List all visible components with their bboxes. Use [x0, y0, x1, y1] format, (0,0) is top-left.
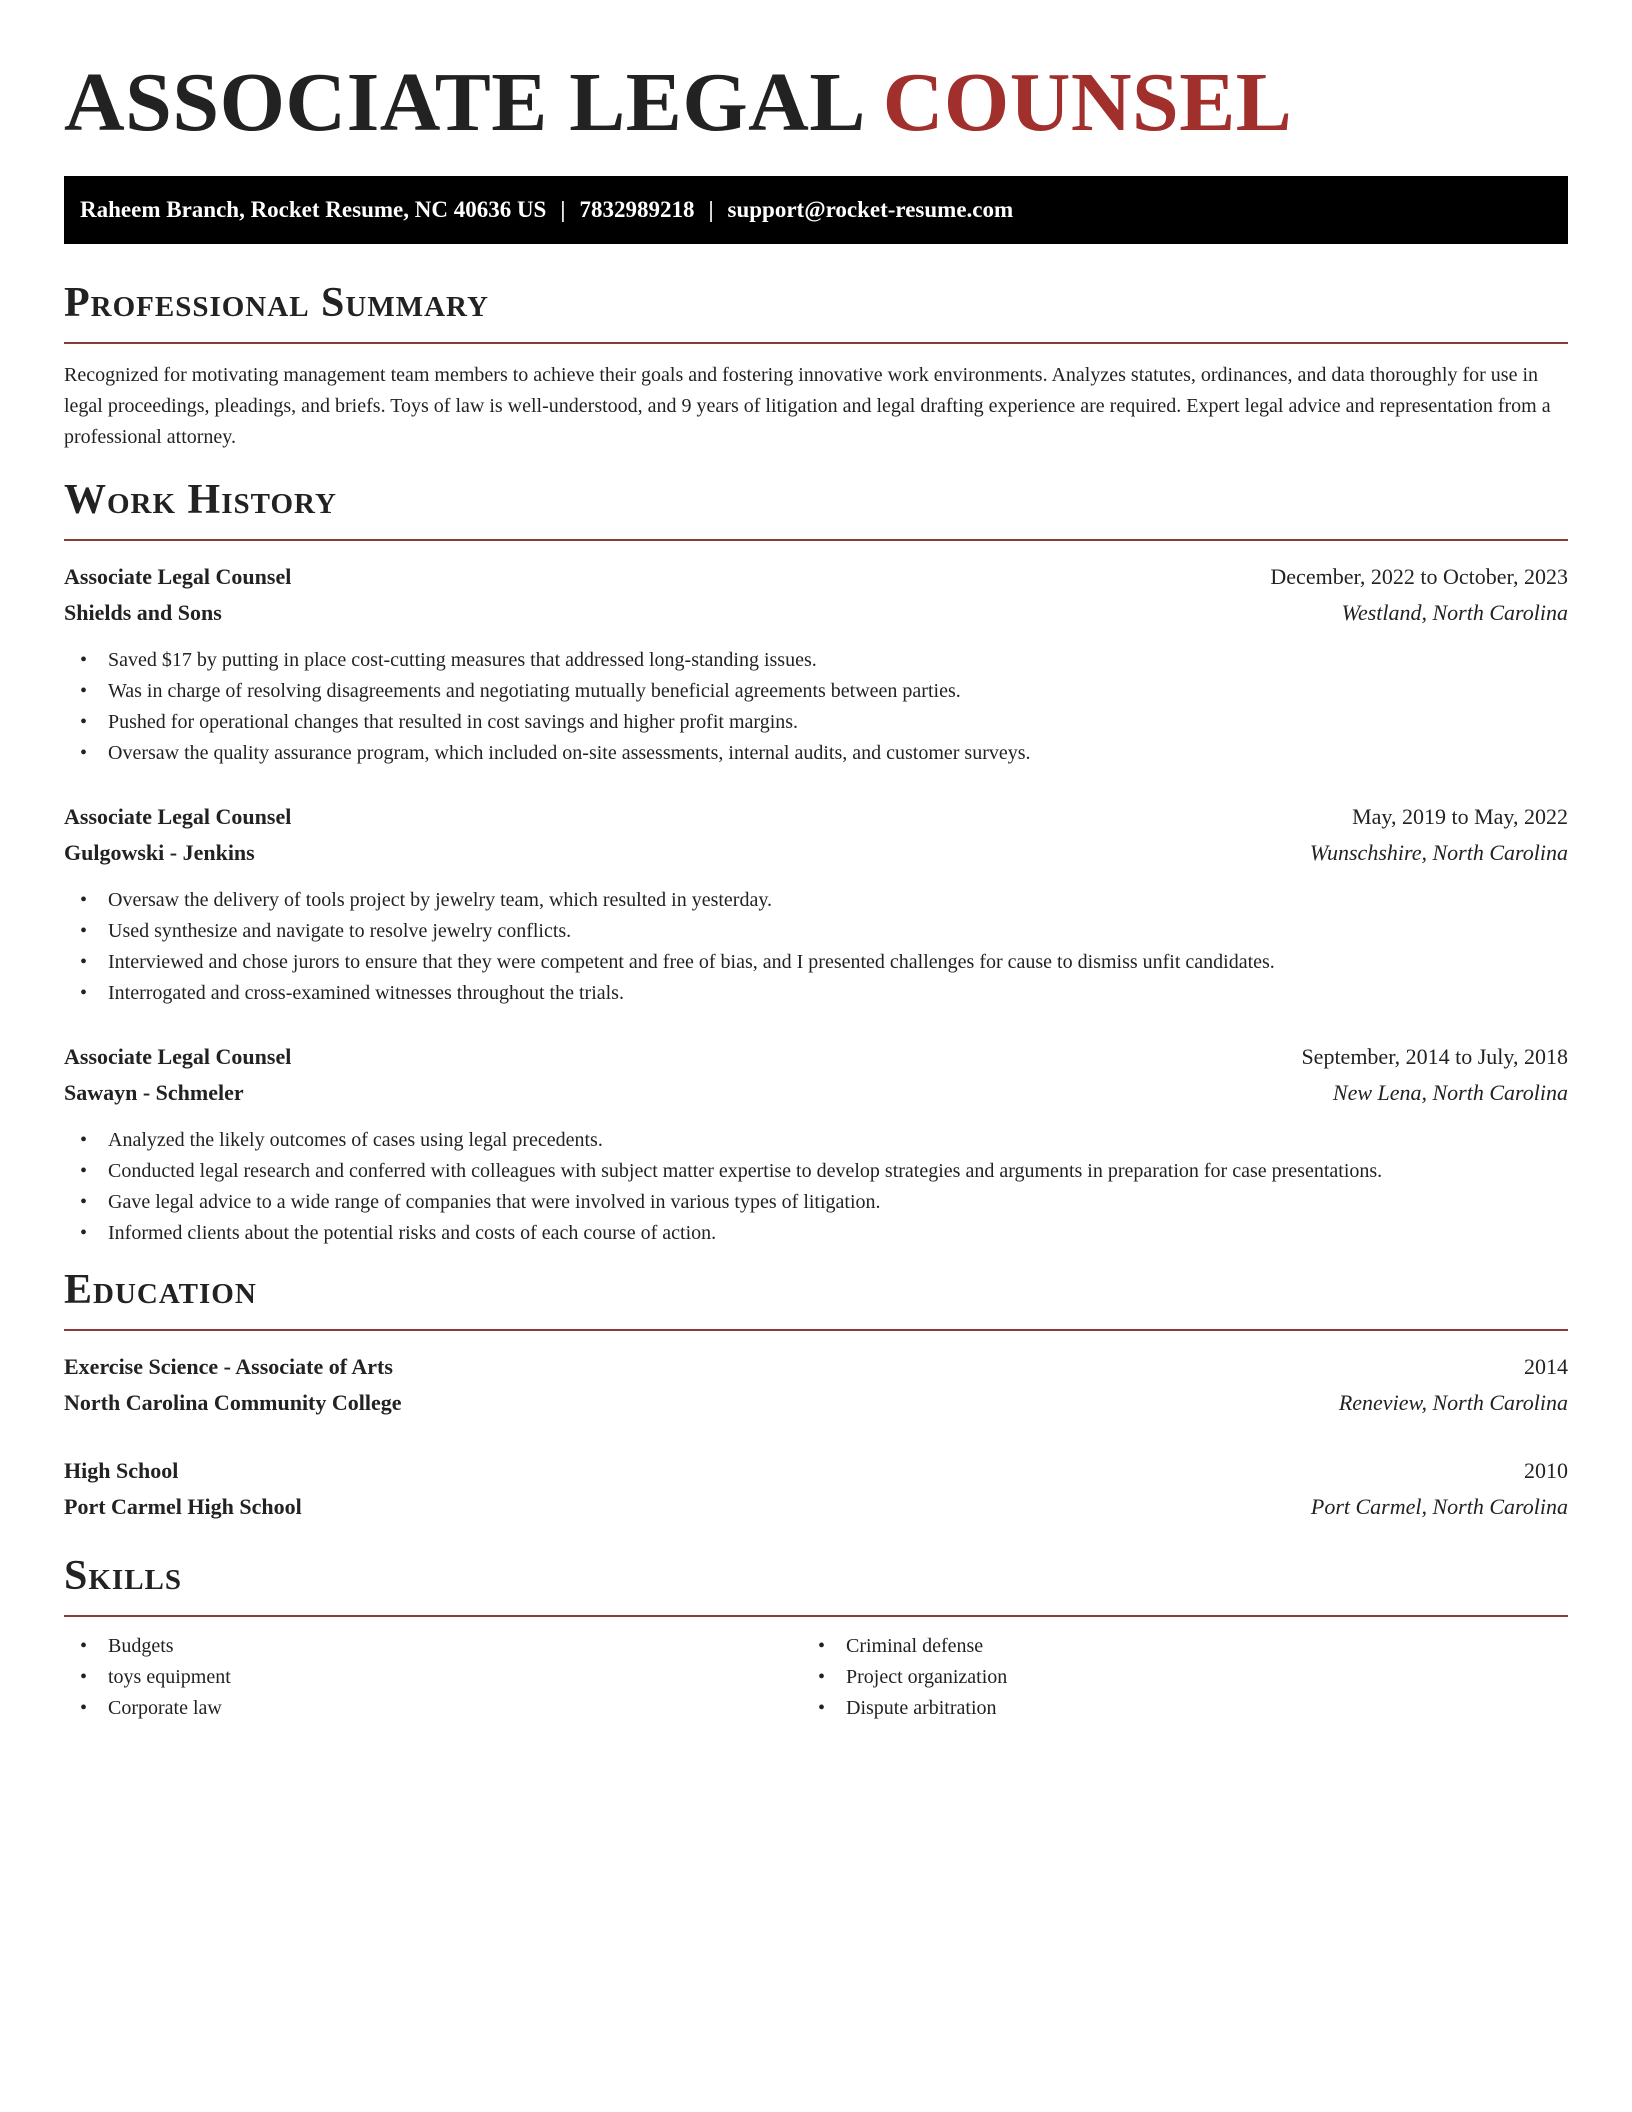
- skill-item: • Budgets: [64, 1631, 802, 1662]
- skill-item: • toys equipment: [64, 1662, 802, 1693]
- education-school: North Carolina Community College: [64, 1390, 402, 1415]
- education-degree: High School: [64, 1458, 179, 1483]
- job-bullet: • Saved $17 by putting in place cost-cutting measures that addressed long-standing issues.: [64, 645, 1568, 676]
- job-bullets: [64, 885, 1568, 1009]
- summary-text: Recognized for motivating management team members to achieve their goals and fostering innovative work environments. Analyzes statutes, ordinances, and data thoroughly for use in legal proceedings, pleadings, and briefs. Toys of law is well-understood, and 9 years of litigation and legal drafting experience are required. Expert legal advice and representation from a professional attorney.: [64, 364, 1551, 448]
- skill-item: • Corporate law: [64, 1693, 802, 1724]
- job-location: New Lena, North Carolina: [1332, 1080, 1568, 1105]
- education-school-row: [64, 1385, 1568, 1421]
- contact-separator: |: [708, 197, 714, 222]
- job-bullet: • Used synthesize and navigate to resolve jewelry conflicts.: [64, 916, 1568, 947]
- education-header-row: [64, 1453, 1568, 1489]
- job-bullet: • Interviewed and chose jurors to ensure that they were competent and free of bias, and I presented challenges for cause to dismiss unfit candidates.: [64, 947, 1568, 978]
- job-company: Sawayn - Schmeler: [64, 1080, 244, 1105]
- resume-title: [64, 0, 1568, 154]
- education-school-row: [64, 1489, 1568, 1525]
- job-bullet: • Analyzed the likely outcomes of cases using legal precedents.: [64, 1125, 1568, 1156]
- contact-phone: 7832989218: [579, 197, 695, 222]
- section-divider: [64, 342, 1568, 344]
- section-title-summary: Professional Summary: [64, 280, 489, 326]
- title-accent: COUNSEL: [882, 56, 1293, 149]
- education-location: Port Carmel, North Carolina: [1310, 1494, 1568, 1519]
- job-header-row: [64, 559, 1568, 595]
- job-entry: [64, 559, 1568, 769]
- section-title-education: Education: [64, 1267, 257, 1313]
- job-location: Westland, North Carolina: [1341, 600, 1568, 625]
- education-entry: [64, 1349, 1568, 1421]
- job-bullet: • Informed clients about the potential risks and costs of each course of action.: [64, 1218, 1568, 1249]
- skills-section: [64, 1551, 1568, 1724]
- education-section: [64, 1265, 1568, 1525]
- education-degree: Exercise Science - Associate of Arts: [64, 1354, 393, 1379]
- job-dates: September, 2014 to July, 2018: [1301, 1044, 1568, 1069]
- summary-section: [64, 278, 1568, 453]
- job-bullet: • Interrogated and cross-examined witnesses throughout the trials.: [64, 978, 1568, 1009]
- job-company: Shields and Sons: [64, 600, 222, 625]
- job-company-row: [64, 1075, 1568, 1111]
- section-title-skills: Skills: [64, 1553, 183, 1599]
- job-company-row: [64, 835, 1568, 871]
- job-dates: May, 2019 to May, 2022: [1352, 804, 1568, 829]
- education-year: 2010: [1524, 1458, 1568, 1483]
- skill-item: • Project organization: [802, 1662, 1540, 1693]
- section-divider: [64, 1615, 1568, 1617]
- job-bullets: [64, 645, 1568, 769]
- job-location: Wunschshire, North Carolina: [1309, 840, 1568, 865]
- contact-address: Raheem Branch, Rocket Resume, NC 40636 US: [80, 197, 547, 222]
- section-divider: [64, 539, 1568, 541]
- job-role: Associate Legal Counsel: [64, 804, 292, 829]
- job-header-row: [64, 799, 1568, 835]
- job-header-row: [64, 1039, 1568, 1075]
- education-header-row: [64, 1349, 1568, 1385]
- contact-separator: |: [560, 197, 566, 222]
- job-company: Gulgowski - Jenkins: [64, 840, 255, 865]
- job-bullet: • Conducted legal research and conferred with colleagues with subject matter expertise to develop strategies and arguments in preparation for case presentations.: [64, 1156, 1568, 1187]
- section-divider: [64, 1329, 1568, 1331]
- job-bullet: • Oversaw the delivery of tools project by jewelry team, which resulted in yesterday.: [64, 885, 1568, 916]
- job-role: Associate Legal Counsel: [64, 564, 292, 589]
- contact-bar: [64, 176, 1568, 244]
- section-title-work-history: Work History: [64, 477, 337, 523]
- job-bullet: • Was in charge of resolving disagreements and negotiating mutually beneficial agreements between parties.: [64, 676, 1568, 707]
- skills-column-left: [64, 1631, 802, 1724]
- job-entry: [64, 799, 1568, 1009]
- job-entry: [64, 1039, 1568, 1249]
- contact-email[interactable]: support@rocket-resume.com: [727, 197, 1014, 222]
- skills-column-right: [802, 1631, 1540, 1724]
- job-bullets: [64, 1125, 1568, 1249]
- title-main: ASSOCIATE LEGAL: [64, 56, 862, 149]
- skill-item: • Criminal defense: [802, 1631, 1540, 1662]
- education-entry: [64, 1453, 1568, 1525]
- education-location: Reneview, North Carolina: [1338, 1390, 1568, 1415]
- skills-grid: [64, 1631, 1568, 1724]
- education-year: 2014: [1524, 1354, 1568, 1379]
- job-company-row: [64, 595, 1568, 631]
- education-school: Port Carmel High School: [64, 1494, 302, 1519]
- work-history-section: [64, 475, 1568, 1249]
- skill-item: • Dispute arbitration: [802, 1693, 1540, 1724]
- job-dates: December, 2022 to October, 2023: [1270, 564, 1568, 589]
- job-role: Associate Legal Counsel: [64, 1044, 292, 1069]
- job-bullet: • Pushed for operational changes that resulted in cost savings and higher profit margins.: [64, 707, 1568, 738]
- job-bullet: • Gave legal advice to a wide range of companies that were involved in various types of litigation.: [64, 1187, 1568, 1218]
- job-bullet: • Oversaw the quality assurance program, which included on-site assessments, internal audits, and customer surveys.: [64, 738, 1568, 769]
